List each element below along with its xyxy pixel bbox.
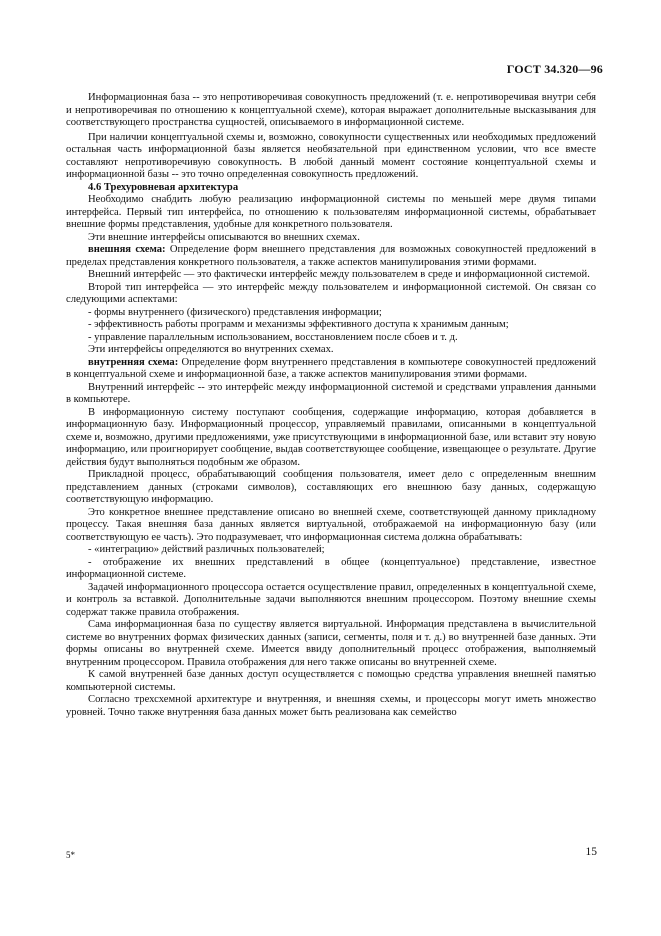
paragraph: Эти интерфейсы определяются во внутренних схемах. [88, 344, 334, 355]
paragraph: Задачей информационного процессора остается осуществление правил, определенных в концептуальной схеме, и контроль за вставкой. Дополнительные задачи выполняются внешним процессором. Поэтому внешние схемы содержат также правила отображения. [66, 581, 596, 618]
paragraph: При наличии концептуальной схемы и, возможно, совокупности существенных или необходимых предложений остальная часть информационной базы является необязательной при единственном условии, что все вместе составляют непротиворечивую совокупность. В любой данный момент состояние концептуальной схемы и информационной базы -- это точно определенная совокупность предложений. [66, 131, 596, 180]
paragraph: Сама информационная база по существу является виртуальной. Информация представлена в вычислительной системе во внутренних формах физических данных (записи, сегменты, поля и т. д.) во внутренней базе данных. Эти формы описаны во внутренней схеме. Имеется ввиду дополнительный процесс отображения, выполняемый внутренним процессором. Правила отображения для него также описаны во внутренней схеме. [66, 619, 596, 668]
list-item: - «интеграцию» действий различных пользователей; [88, 544, 325, 555]
paragraph: Эти внешние интерфейсы описываются во внешних схемах. [88, 231, 360, 243]
list-item: - формы внутреннего (физического) представления информации; [88, 306, 382, 318]
definition-term: внутренняя схема: [88, 356, 179, 368]
body-text [66, 92, 596, 719]
list-item: - отображение их внешних представлений в общее (концептуальное) представление, известное информационной системе. [66, 556, 596, 580]
paragraph: К самой внутренней базе данных доступ осуществляется с помощью средства управления внешней памятью компьютерной системы. [66, 669, 596, 693]
definition-term: внешняя схема: [88, 244, 166, 255]
document-code: ГОСТ 34.320—96 [506, 62, 603, 76]
definition-paragraph [66, 357, 596, 382]
paragraph: Второй тип интерфейса — это интерфейс между пользователем и информационной системой. Он связан со следующими аспектами: [66, 281, 596, 305]
paragraph: Это конкретное внешнее представление описано во внешней схеме, соответствующей данному прикладному процессу. Такая внешняя база данных является виртуальной, отображаемой на информационную базу (или соответствующую ее часть). Это подразумевает, что информационная система должна обрабатывать: [66, 506, 596, 543]
paragraph: Информационная база -- это непротиворечивая совокупность предложений (т. е. непротиворечивая внутри себя и непротиворечивая по отношению к концептуальной схеме), которая выражает дополнительные высказывания для соответствующего пространства сущностей, описываемого в информационной системе. [66, 92, 596, 128]
paragraph: Внутренний интерфейс -- это интерфейс между информационной системой и средствами управления данными в компьютере. [66, 381, 596, 405]
definition-paragraph [66, 244, 596, 269]
paragraph: Прикладной процесс, обрабатывающий сообщения пользователя, имеет дело с определенным внешним представлением данных (строками символов), составляющих его внешнюю базу данных, содержащую соответствующую информацию. [66, 469, 596, 505]
paragraph: Необходимо снабдить любую реализацию информационной системы по меньшей мере двумя типами интерфейса. Первый тип интерфейса, по отношению к пользователям информационной системы, обрабатывает внешние формы представления, удобные для конкретного пользователя. [66, 194, 596, 230]
list-item: - управление параллельным использованием, восстановлением после сбоев и т. д. [88, 331, 458, 343]
page-number: 15 [585, 846, 597, 858]
paragraph: В информационную систему поступают сообщения, содержащие информацию, которая добавляется в информационную базу. Информационный процессор, управляемый правилами, описанными в концептуальной схеме и, возможно, другими предложениями, уже присутствующими в информационной базе, или вставит эту новую информацию, или проигнорирует сообщение, выдав соответствующее сообщение, извещающее о результате. Другие действия будут выполняться подобным же образом. [66, 406, 596, 468]
signature-mark: 5* [66, 850, 75, 860]
paragraph: Внешний интерфейс — это фактически интерфейс между пользователем в среде и информационной системой. [88, 269, 590, 280]
definition-text: Определение форм внутреннего представления в компьютере совокупностей предложений в концептуальной схеме и информационной базе, а также аспектов манипулирования этими формами. [66, 356, 596, 380]
list-item: - эффективность работы программ и механизмы эффективного доступа к хранимым данным; [88, 319, 509, 330]
paragraph: Согласно трехсхемной архитектуре и внутренняя, и внешняя схемы, и процессоры могут иметь множество уровней. Точно также внутренняя база данных может быть реализована как семейство [66, 694, 596, 718]
definition-text: Определение форм внешнего представления для возможных совокупностей предложений в пределах представления конкретного пользователя, а также аспектов манипулирования этими формами. [66, 244, 597, 268]
section-heading: 4.6 Трехуровневая архитектура [88, 181, 239, 193]
